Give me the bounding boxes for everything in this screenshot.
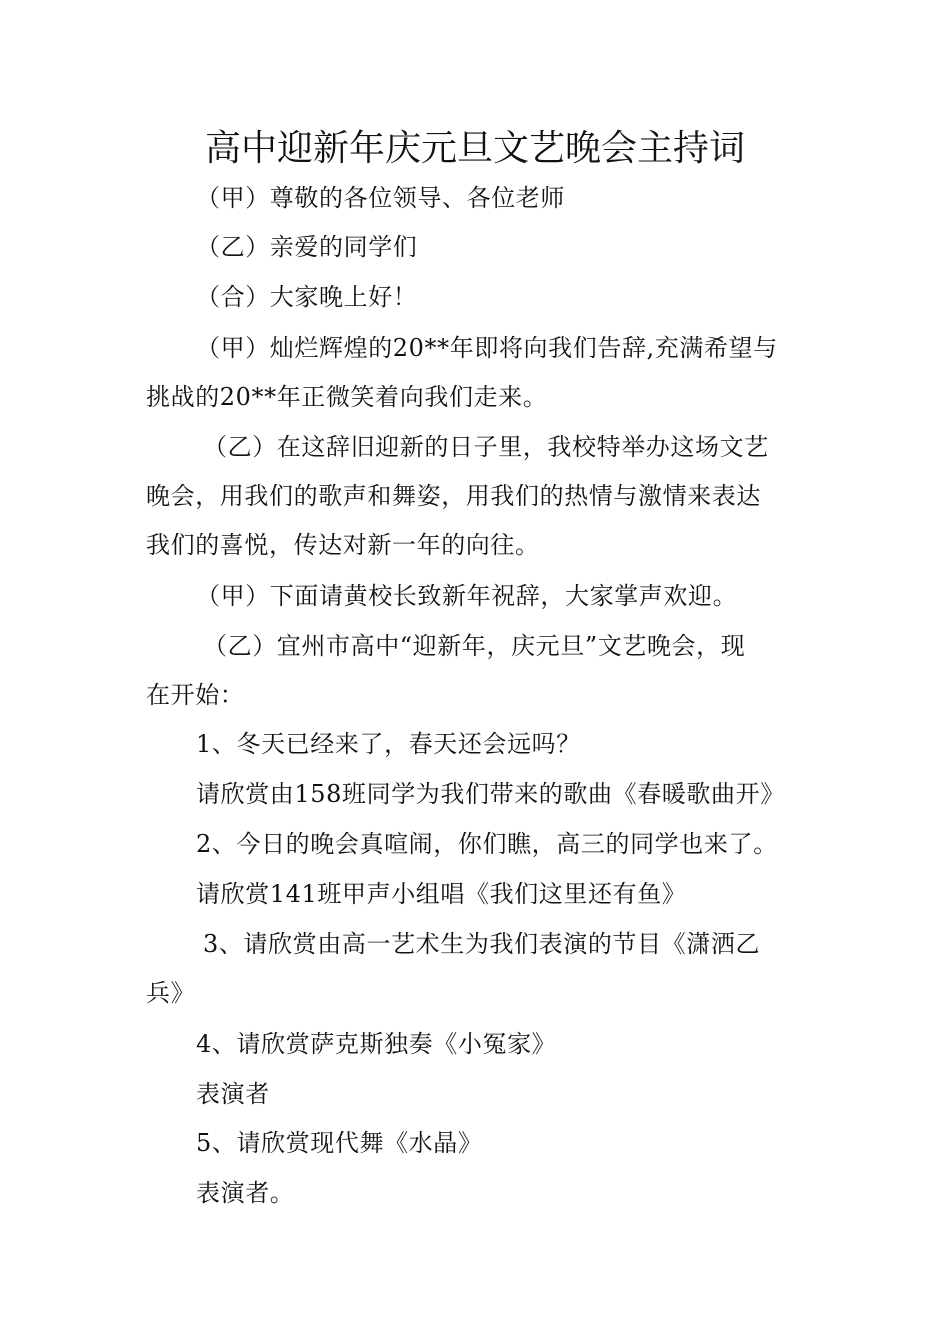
paragraph <box>146 870 806 919</box>
paragraph <box>146 324 806 422</box>
text-line: （甲）尊敬的各位领导、各位老师 <box>196 184 565 212</box>
text-line: 1、冬天已经来了，春天还会远吗？ <box>196 730 581 758</box>
paragraph <box>146 622 806 720</box>
text-line: 4、请欣赏萨克斯独奏《小冤家》 <box>196 1030 557 1058</box>
paragraph <box>146 1119 806 1168</box>
paragraph <box>146 920 806 1018</box>
text-line: 5、请欣赏现代舞《水晶》 <box>196 1129 483 1157</box>
text-line: 表演者 <box>196 1080 270 1108</box>
text-line: （甲）下面请黄校长致新年祝辞，大家掌声欢迎。 <box>196 582 738 610</box>
paragraph <box>146 720 806 769</box>
paragraph <box>146 1020 806 1069</box>
paragraph <box>146 770 806 819</box>
paragraph <box>146 423 806 570</box>
text-line: 表演者。 <box>196 1179 295 1207</box>
text-line: 3、请欣赏由高一艺术生为我们表演的节目《潇洒乙 <box>203 930 761 958</box>
paragraph <box>146 820 806 869</box>
text-line: 兵》 <box>146 979 196 1007</box>
paragraph <box>146 174 806 223</box>
text-line: 挑战的20**年正微笑着向我们走来。 <box>146 383 548 411</box>
text-line: （乙）在这辞旧迎新的日子里，我校特举办这场文艺 <box>203 433 769 461</box>
paragraph <box>146 223 806 272</box>
document-title: 高中迎新年庆元旦文艺晚会主持词 <box>204 128 745 169</box>
text-line: （乙）宜州市高中“迎新年，庆元旦”文艺晚会，现 <box>203 632 746 660</box>
paragraph <box>146 1070 806 1119</box>
text-line: （甲）灿烂辉煌的20**年即将向我们告辞,充满希望与 <box>196 334 778 362</box>
text-line: 晚会，用我们的歌声和舞姿，用我们的热情与激情来表达 <box>146 482 761 510</box>
text-line: 请欣赏由158班同学为我们带来的歌曲《春暖歌曲开》 <box>196 780 785 808</box>
paragraph <box>146 273 806 322</box>
text-line: 2、今日的晚会真喧闹，你们瞧，高三的同学也来了。 <box>196 830 778 858</box>
paragraph <box>146 1169 806 1218</box>
text-line: （合）大家晚上好！ <box>196 283 418 311</box>
text-line: 在开始： <box>146 681 245 709</box>
text-line: （乙）亲爱的同学们 <box>196 233 418 261</box>
paragraph <box>146 572 806 621</box>
text-line: 请欣赏141班甲声小组唱《我们这里还有鱼》 <box>196 880 687 908</box>
text-line: 我们的喜悦，传达对新一年的向往。 <box>146 531 540 559</box>
